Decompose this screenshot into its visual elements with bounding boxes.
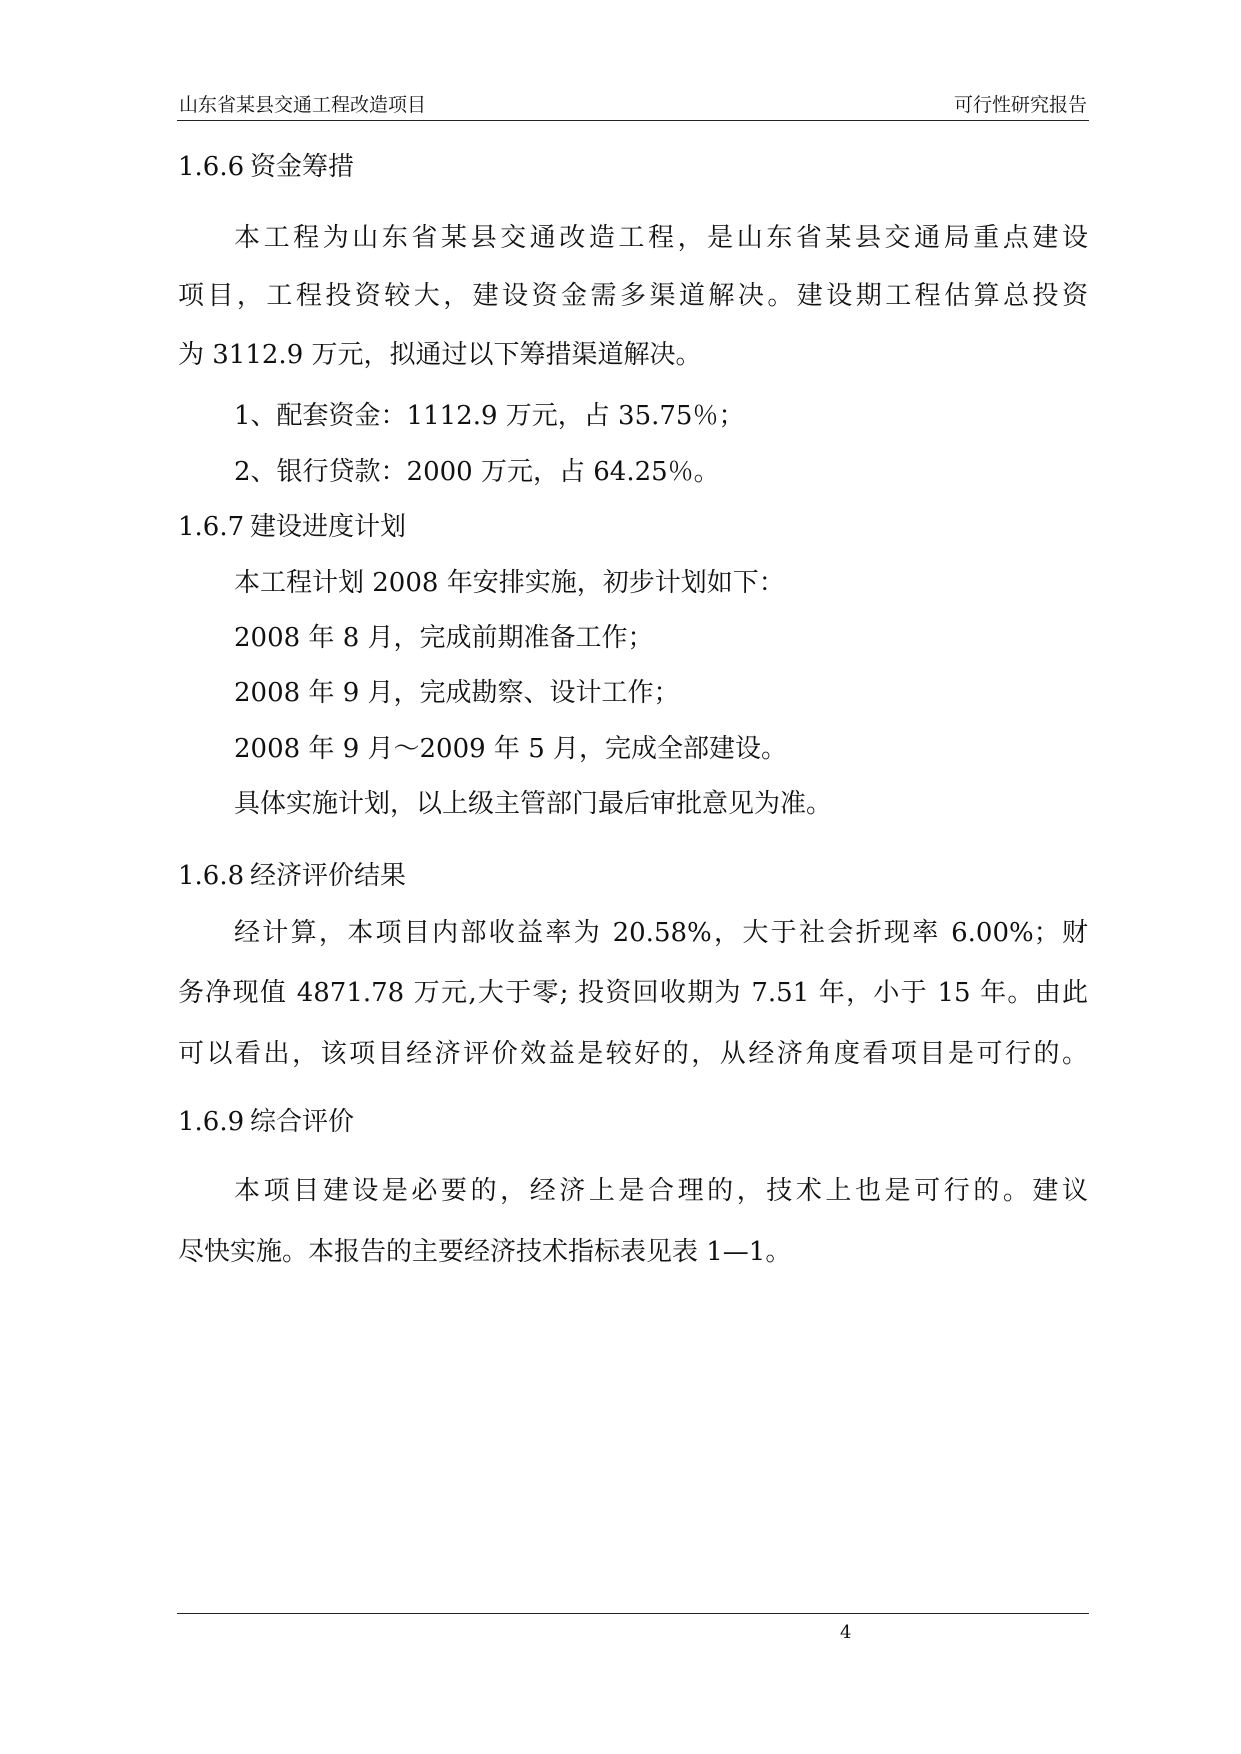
header-report-type: 可行性研究报告 xyxy=(953,94,1087,116)
section-title: 资金筹措 xyxy=(250,152,355,182)
footer-rule xyxy=(177,1613,1089,1614)
paragraph-line: 项目，工程投资较大，建设资金需多渠道解决。建设期工程估算总投资 xyxy=(178,281,1088,311)
section-number: 1.6.6 xyxy=(178,152,245,182)
schedule-item: 2008 年 9 月，完成勘察、设计工作； xyxy=(234,678,680,708)
header-rule xyxy=(177,120,1089,121)
header-project-title: 山东省某县交通工程改造项目 xyxy=(179,94,427,116)
section-title: 经济评价结果 xyxy=(250,861,407,891)
section-heading-economic-evaluation xyxy=(178,858,406,894)
list-item: 1、配套资金：1112.9 万元，占 35.75％； xyxy=(234,401,745,431)
paragraph-line: 本工程计划 2008 年安排实施，初步计划如下： xyxy=(234,568,785,598)
section-number: 1.6.9 xyxy=(178,1107,245,1137)
paragraph-line: 本项目建设是必要的，经济上是合理的，技术上也是可行的。建议 xyxy=(234,1176,1088,1206)
paragraph-line: 具体实施计划，以上级主管部门最后审批意见为准。 xyxy=(234,789,833,819)
section-heading-schedule xyxy=(178,509,406,545)
section-heading-overall-evaluation xyxy=(178,1104,354,1140)
paragraph-line: 尽快实施。本报告的主要经济技术指标表见表 1—1。 xyxy=(178,1237,792,1267)
section-title: 综合评价 xyxy=(250,1107,355,1137)
section-heading-funding xyxy=(178,149,354,185)
section-number: 1.6.8 xyxy=(178,861,245,891)
page-number: 4 xyxy=(840,1622,852,1643)
list-item: 2、银行贷款：2000 万元，占 64.25％。 xyxy=(234,457,720,487)
paragraph-line: 可以看出，该项目经济评价效益是较好的，从经济角度看项目是可行的。 xyxy=(178,1039,1088,1069)
section-number: 1.6.7 xyxy=(178,512,245,542)
section-title: 建设进度计划 xyxy=(250,512,407,542)
paragraph-line: 为 3112.9 万元，拟通过以下筹措渠道解决。 xyxy=(178,340,702,370)
schedule-item: 2008 年 9 月～2009 年 5 月，完成全部建设。 xyxy=(234,734,788,764)
paragraph-line: 本工程为山东省某县交通改造工程，是山东省某县交通局重点建设 xyxy=(234,223,1088,253)
paragraph-line: 务净现值 4871.78 万元,大于零; 投资回收期为 7.51 年，小于 15 年。由此 xyxy=(178,978,1088,1008)
paragraph-line: 经计算，本项目内部收益率为 20.58%，大于社会折现率 6.00%；财 xyxy=(234,918,1088,948)
schedule-item: 2008 年 8 月，完成前期准备工作； xyxy=(234,623,654,653)
running-header xyxy=(177,92,1089,118)
